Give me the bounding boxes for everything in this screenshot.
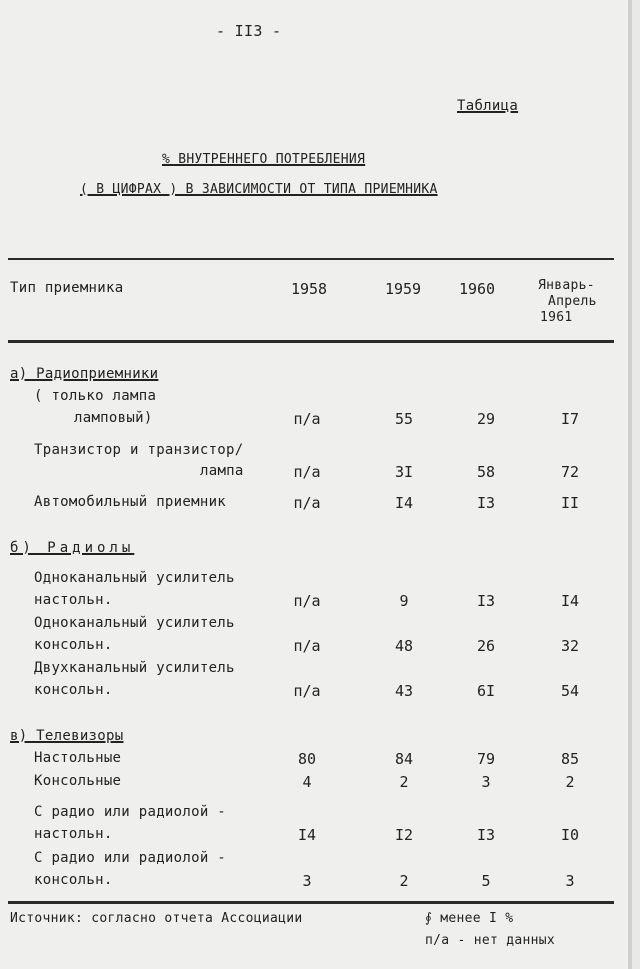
cell-1961: 3 bbox=[565, 872, 575, 890]
cell-1961: I0 bbox=[560, 826, 580, 844]
cell-1960: 79 bbox=[476, 750, 496, 768]
column-header-1958: 1958 bbox=[290, 280, 328, 298]
cell-1961: I4 bbox=[560, 592, 580, 610]
row-label: настольн. bbox=[34, 592, 113, 608]
cell-1961: II bbox=[560, 494, 580, 512]
cell-1958: 3 bbox=[302, 872, 312, 890]
footer-rule bbox=[8, 901, 614, 904]
row-label: консольн. bbox=[34, 872, 113, 888]
row-label: Автомобильный приемник bbox=[34, 494, 227, 510]
column-header-1960: 1960 bbox=[458, 280, 496, 298]
cell-1960: I3 bbox=[476, 826, 496, 844]
cell-1960: 3 bbox=[481, 773, 491, 791]
cell-1958: п/а bbox=[293, 463, 321, 481]
row-label: Одноканальный усилитель bbox=[34, 615, 235, 631]
cell-1960: I3 bbox=[476, 494, 496, 512]
row-label: Настольные bbox=[34, 750, 122, 766]
cell-1961: 72 bbox=[560, 463, 580, 481]
cell-1959: 2 bbox=[399, 773, 409, 791]
title-line-1: % ВНУТРЕННЕГО ПОТРЕБЛЕНИЯ bbox=[162, 152, 366, 167]
cell-1961: 85 bbox=[560, 750, 580, 768]
cell-1959: I2 bbox=[394, 826, 414, 844]
row-label: С радио или радиолой - bbox=[34, 850, 227, 866]
cell-1960: 29 bbox=[476, 410, 496, 428]
cell-1958: п/а bbox=[293, 682, 321, 700]
cell-1960: 26 bbox=[476, 637, 496, 655]
cell-1960: 58 bbox=[476, 463, 496, 481]
row-label: Транзистор и транзистор/ bbox=[34, 442, 244, 458]
title-line-2: ( В ЦИФРАХ ) В ЗАВИСИМОСТИ ОТ ТИПА ПРИЕМНИКА bbox=[80, 182, 438, 197]
cell-1961: 54 bbox=[560, 682, 580, 700]
row-label: С радио или радиолой - bbox=[34, 804, 227, 820]
footer-note-no-data: п/а - нет данных bbox=[425, 933, 556, 948]
column-header-type: Тип приемника bbox=[10, 280, 124, 296]
column-header-1959: 1959 bbox=[384, 280, 422, 298]
row-label: Двухканальный усилитель bbox=[34, 660, 235, 676]
cell-1959: 9 bbox=[399, 592, 409, 610]
cell-1959: I4 bbox=[394, 494, 414, 512]
cell-1958: п/а bbox=[293, 494, 321, 512]
row-label: Одноканальный усилитель bbox=[34, 570, 235, 586]
cell-1959: 55 bbox=[394, 410, 414, 428]
cell-1958: I4 bbox=[297, 826, 317, 844]
cell-1959: 2 bbox=[399, 872, 409, 890]
row-label: лампа bbox=[200, 463, 244, 479]
cell-1958: 4 bbox=[302, 773, 312, 791]
page-number: - II3 - bbox=[216, 22, 282, 40]
cell-1959: 84 bbox=[394, 750, 414, 768]
footer-note-less-than: ∮ менее I % bbox=[425, 911, 514, 926]
row-label: консольн. bbox=[34, 682, 113, 698]
section-b-title: б) Радиолы bbox=[10, 540, 135, 556]
cell-1960: 6I bbox=[476, 682, 496, 700]
cell-1958: п/а bbox=[293, 592, 321, 610]
cell-1959: 43 bbox=[394, 682, 414, 700]
section-c-title: в) Телевизоры bbox=[10, 728, 124, 744]
header-rule-top bbox=[8, 258, 614, 260]
cell-1958: п/а bbox=[293, 410, 321, 428]
row-label: Консольные bbox=[34, 773, 122, 789]
footer-source: Источник: согласно отчета Ассоциации bbox=[10, 911, 303, 926]
cell-1960: I3 bbox=[476, 592, 496, 610]
section-a-title: а) Радиоприемники bbox=[10, 366, 159, 382]
row-label: ламповый) bbox=[74, 410, 153, 426]
cell-1958: 80 bbox=[297, 750, 317, 768]
table-label: Таблица bbox=[457, 98, 519, 114]
cell-1959: 3I bbox=[394, 463, 414, 481]
column-header-jan-apr-3: 1961 bbox=[540, 310, 573, 325]
row-label: настольн. bbox=[34, 826, 113, 842]
cell-1961: 32 bbox=[560, 637, 580, 655]
cell-1961: 2 bbox=[565, 773, 575, 791]
cell-1960: 5 bbox=[481, 872, 491, 890]
cell-1959: 48 bbox=[394, 637, 414, 655]
header-rule-bottom bbox=[8, 340, 614, 343]
column-header-jan-apr-2: Апрель bbox=[548, 294, 597, 309]
column-header-jan-apr-1: Январь- bbox=[538, 278, 595, 293]
row-label: консольн. bbox=[34, 637, 113, 653]
row-label: ( только лампа bbox=[34, 388, 157, 404]
cell-1958: п/а bbox=[293, 637, 321, 655]
cell-1961: I7 bbox=[560, 410, 580, 428]
